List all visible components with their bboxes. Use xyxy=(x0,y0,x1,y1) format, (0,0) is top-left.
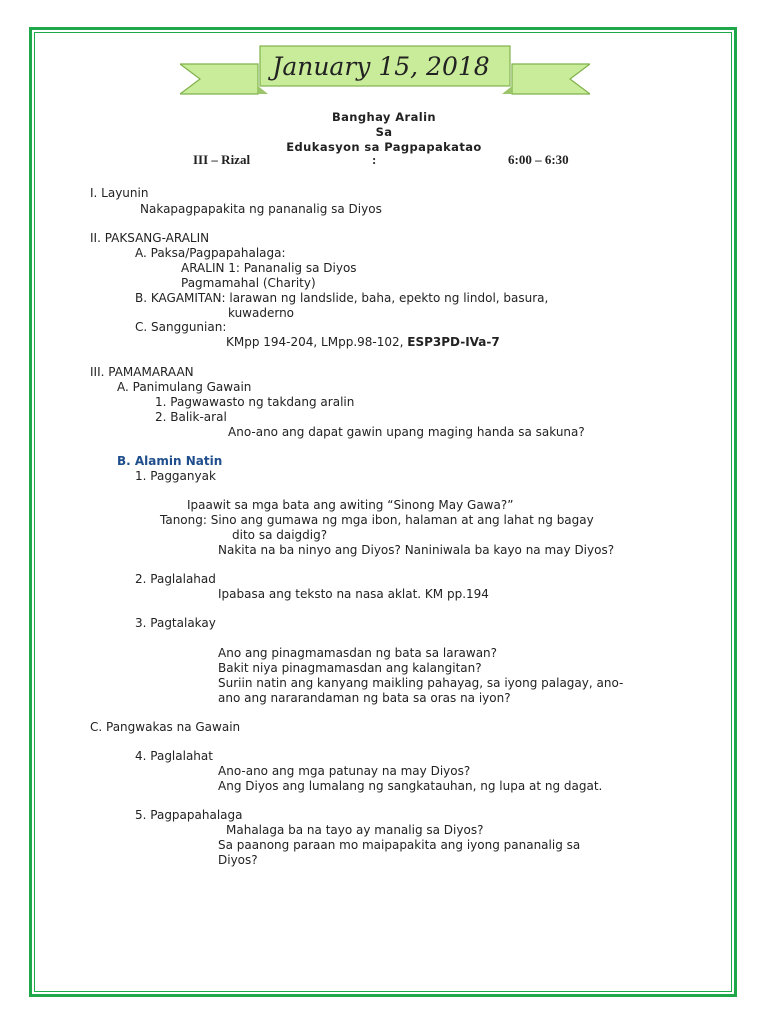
aralin-title: ARALIN 1: Pananalig sa Diyos xyxy=(181,261,357,275)
pagtalakay-q3-cont: ano ang nararandaman ng bata sa oras na iyon? xyxy=(218,691,511,705)
pagpapahalaga-q2: Sa paanong paraan mo maipapakita ang iyong pananalig sa xyxy=(218,838,581,852)
header-colon: : xyxy=(372,152,377,167)
item-paglalahat: 4. Paglalahat xyxy=(135,749,213,763)
pagpapahalaga-q1: Mahalaga ba na tayo ay manalig sa Diyos? xyxy=(226,823,484,837)
paksang-aralin-heading: II. PAKSANG-ARALIN xyxy=(90,231,210,245)
paglalahad-text: Ipabasa ang teksto na nasa aklat. KM pp.194 xyxy=(218,587,489,601)
pagganyak-text: Ipaawit sa mga bata ang awiting “Sinong May Gawa?” xyxy=(187,498,514,512)
header-title-line2: Sa xyxy=(375,125,393,139)
pagpapahalaga-q2-cont: Diyos? xyxy=(218,853,258,867)
sanggunian-label: C. Sanggunian: xyxy=(135,320,227,334)
balik-aral-question: Ano-ano ang dapat gawin upang maging handa sa sakuna? xyxy=(228,425,585,439)
pamamaraan-heading: III. PAMAMARAAN xyxy=(90,365,194,379)
pagtalakay-q2: Bakit niya pinagmamasdan ang kalangitan? xyxy=(218,661,482,675)
paksa-label: A. Paksa/Pagpapahalaga: xyxy=(135,246,286,260)
pagganyak-question-2: Nakita na ba ninyo ang Diyos? Naniniwala ba kayo na may Diyos? xyxy=(218,543,615,557)
alamin-natin-label: B. Alamin Natin xyxy=(117,454,223,468)
aralin-value: Pagmamahal (Charity) xyxy=(181,276,316,290)
pagganyak-tanong: Tanong: Sino ang gumawa ng mga ibon, halaman at ang lahat ng bagay xyxy=(160,513,594,527)
layunin-text: Nakapagpapakita ng pananalig sa Diyos xyxy=(140,202,382,216)
sanggunian-code: ESP3PD-IVa-7 xyxy=(407,335,500,349)
header-section: III – Rizal xyxy=(193,152,251,167)
item-paglalahad: 2. Paglalahad xyxy=(135,572,216,586)
pangwakas-heading: C. Pangwakas na Gawain xyxy=(90,720,241,734)
sanggunian-refs xyxy=(226,335,500,349)
pagtalakay-q3: Suriin natin ang kanyang maikling pahayag, sa iyong palagay, ano- xyxy=(218,676,624,690)
item-pagpapahalaga: 5. Pagpapahalaga xyxy=(135,808,243,822)
kagamitan-label: B. KAGAMITAN: larawan ng landslide, baha, epekto ng lindol, basura, xyxy=(135,291,549,305)
panimulang-gawain-label: A. Panimulang Gawain xyxy=(117,380,252,394)
pagganyak-tanong-cont: dito sa daigdig? xyxy=(232,528,328,542)
paglalahat-q1: Ano-ano ang mga patunay na may Diyos? xyxy=(218,764,471,778)
item-balik-aral: 2. Balik-aral xyxy=(155,410,227,424)
header-time: 6:00 – 6:30 xyxy=(508,152,569,167)
item-pagganyak: 1. Pagganyak xyxy=(135,469,216,483)
item-pagwawasto: 1. Pagwawasto ng takdang aralin xyxy=(155,395,355,409)
layunin-heading: I. Layunin xyxy=(90,186,149,200)
kagamitan-cont: kuwaderno xyxy=(228,306,295,320)
item-pagtalakay: 3. Pagtalakay xyxy=(135,616,216,630)
header-title-line1: Banghay Aralin xyxy=(331,110,437,124)
sanggunian-refs-text: KMpp 194-204, LMpp.98-102, xyxy=(226,335,408,349)
header-title-line3: Edukasyon sa Pagpapakatao xyxy=(286,140,482,154)
paglalahat-q2: Ang Diyos ang lumalang ng sangkatauhan, ng lupa at ng dagat. xyxy=(218,779,603,793)
pagtalakay-q1: Ano ang pinagmamasdan ng bata sa larawan? xyxy=(218,646,498,660)
date-title: January 15, 2018 xyxy=(272,52,490,81)
